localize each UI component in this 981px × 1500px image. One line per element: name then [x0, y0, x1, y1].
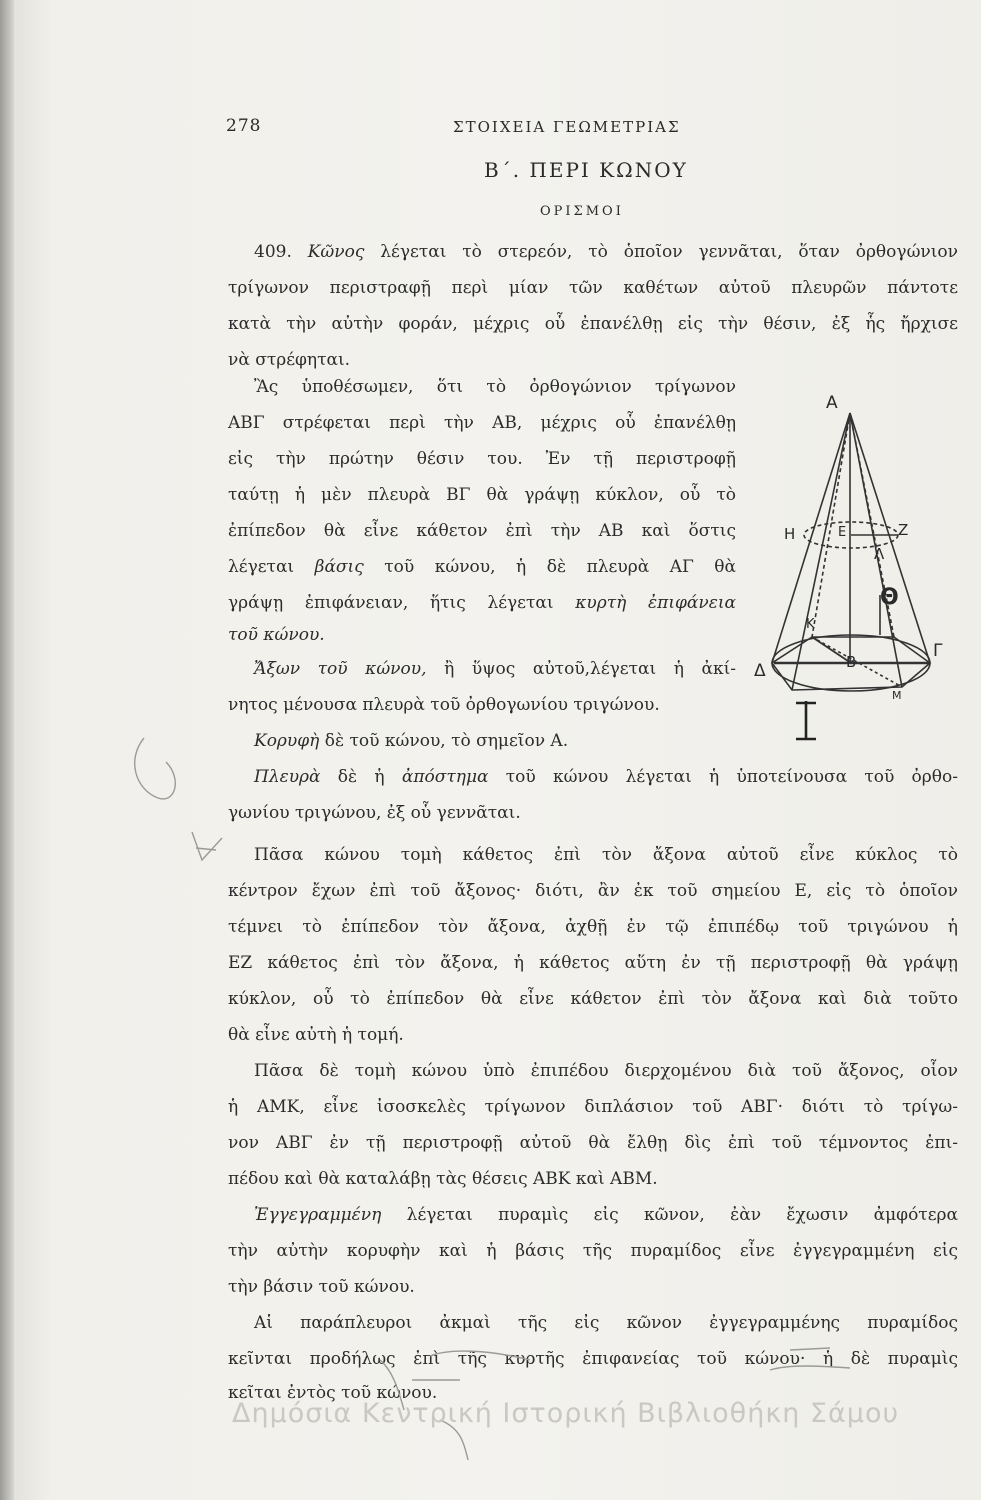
edges-line-2: κεῖνται προδήλως ἐπὶ τῆς κυρτῆς ἐπιφανείας τοῦ κώνου· ἡ δὲ πυραμὶς	[228, 1349, 958, 1369]
definition-409-line-2: τρίγωνον περιστραφῇ περὶ μίαν τῶν καθέτων αὐτοῦ πλευρῶν πάντοτε	[228, 278, 958, 298]
page-number: 278	[226, 116, 262, 136]
perp-section-line-3: τέμνει τὸ ἐπίπεδον τὸν ἄξονα, ἀχθῇ ἐν τῷ ἐπιπέδῳ τοῦ τριγώνου ἡ	[228, 917, 958, 937]
rotation-line-7-pre: γράψῃ ἐπιφάνειαν, ἥτις λέγεται	[228, 593, 554, 613]
rotation-line-6-pre: λέγεται	[228, 557, 295, 577]
term-cone: Κῶνος	[307, 242, 365, 262]
rotation-line-4: ταύτῃ ἡ μὲν πλευρὰ ΒΓ θὰ γράψῃ κύκλον, οὗ τὸ	[228, 485, 736, 505]
label-K: Κ	[806, 617, 815, 632]
slant-line-1-rest: τοῦ κώνου λέγεται ἡ ὑποτείνουσα τοῦ ὀρθο-	[505, 767, 959, 787]
vertex-line	[228, 728, 736, 754]
label-B: Β	[846, 653, 857, 671]
rotation-line-2: ΑΒΓ στρέφεται περὶ τὴν ΑΒ, μέχρις οὗ ἐπανέλθῃ	[228, 413, 736, 433]
label-Theta: Θ	[880, 585, 899, 610]
slant-mid: δὲ ἡ	[337, 767, 385, 787]
label-Gamma: Γ	[933, 641, 943, 661]
rotation-line-1: Ἂς ὑποθέσωμεν, ὅτι τὸ ὀρθογώνιον τρίγωνον	[254, 377, 736, 397]
axis-line-1-rest: ἢ ὕψος αὐτοῦ,λέγεται ἡ ἀκί-	[444, 659, 737, 679]
inscribed-line-3: τὴν βάσιν τοῦ κώνου.	[228, 1277, 415, 1297]
inscribed-line-1-rest: λέγεται πυραμὶς εἰς κῶνον, ἐὰν ἔχωσιν ἀμφότερα	[406, 1205, 958, 1225]
inscribed-line-1	[228, 1202, 958, 1228]
book-binding-shadow	[0, 0, 14, 1500]
axis-line-2: νητος μένουσα πλευρὰ τοῦ ὀρθογωνίου τριγώνου.	[228, 695, 660, 715]
cone-figure	[752, 385, 962, 755]
iota-mark	[796, 701, 816, 739]
definition-409-line-1	[228, 239, 958, 265]
term-inscribed: Ἐγγεγραμμένη	[254, 1205, 382, 1225]
term-of-cone: τοῦ κώνου.	[228, 625, 325, 645]
perp-section-line-6: θὰ εἶνε αὐτὴ ἡ τομή.	[228, 1025, 404, 1045]
definition-text: λέγεται τὸ στερεόν, τὸ ὁποῖον γεννᾶται, ὅταν ὀρθογώνιον	[380, 242, 958, 262]
perp-section-line-2: κέντρον ἔχων ἐπὶ τοῦ ἄξονος· διότι, ἂν ἐκ τοῦ σημείου Ε, εἰς τὸ ὁποῖον	[228, 881, 958, 901]
axial-section-line-4: πέδου καὶ θὰ καταλάβῃ τὰς θέσεις ΑΒΚ καὶ ΑΒΜ.	[228, 1169, 658, 1189]
vertex-rest: δὲ τοῦ κώνου, τὸ σημεῖον Α.	[324, 731, 569, 751]
term-side: Πλευρὰ	[254, 767, 321, 787]
label-E: Ε	[838, 525, 847, 540]
chapter-title: Β΄. ΠΕΡΙ ΚΩΝΟΥ	[484, 158, 688, 182]
label-A: Α	[826, 393, 838, 413]
term-vertex: Κορυφὴ	[254, 731, 320, 751]
axis-line-1	[228, 656, 736, 682]
cone-diagram	[752, 385, 962, 755]
label-Z: Ζ	[898, 521, 909, 539]
library-watermark: Δημόσια Κεντρική Ιστορική Βιβλιοθήκη Σάμου	[232, 1398, 900, 1429]
perp-section-line-1: Πᾶσα κώνου τομὴ κάθετος ἐπὶ τὸν ἄξονα αὐτοῦ εἶνε κύκλος τὸ	[254, 845, 958, 865]
definition-number: 409.	[254, 242, 292, 262]
axial-section-line-2: ἡ ΑΜΚ, εἶνε ἰσοσκελὲς τρίγωνον διπλάσιον τοῦ ΑΒΓ· διότι τὸ τρίγω-	[228, 1097, 958, 1117]
section-title: ΟΡΙΣΜΟΙ	[540, 204, 624, 219]
term-axis: Ἄξων τοῦ κώνου,	[254, 659, 427, 679]
rotation-line-8	[228, 622, 736, 648]
slant-line-2: γωνίου τριγώνου, ἐξ οὗ γεννᾶται.	[228, 803, 521, 823]
edges-line-3: κεῖται ἐντὸς τοῦ κώνου.	[228, 1383, 438, 1403]
running-head: ΣΤΟΙΧΕΙΑ ΓΕΩΜΕΤΡΙΑΣ	[453, 118, 681, 136]
rotation-line-7	[228, 590, 736, 616]
perp-section-line-5: κύκλον, οὗ τὸ ἐπίπεδον θὰ εἶνε κάθετον ἐπὶ τὸν ἄξονα καὶ διὰ τοῦτο	[228, 989, 958, 1009]
label-H: Η	[784, 525, 796, 543]
term-apothem: ἀπόστημα	[401, 767, 489, 787]
label-Lambda: Λ	[874, 545, 885, 563]
definition-409-line-3: κατὰ τὴν αὐτὴν φοράν, μέχρις οὗ ἐπανέλθῃ εἰς τὴν θέσιν, ἐξ ἧς ἤρχισε	[228, 314, 958, 334]
rotation-line-6-post: τοῦ κώνου, ἡ δὲ πλευρὰ ΑΓ θὰ	[384, 557, 736, 577]
pyramid-edge-1	[792, 413, 850, 690]
definition-409-line-4: νὰ στρέφηται.	[228, 350, 351, 370]
axial-section-line-3: νον ΑΒΓ ἐν τῇ περιστροφῇ αὐτοῦ θὰ ἔλθῃ δὶς ἐπὶ τοῦ τέμνοντος ἐπι-	[228, 1133, 958, 1153]
inscribed-line-2: τὴν αὐτὴν κορυφὴν καὶ ἡ βάσις τῆς πυραμίδος εἶνε ἐγγεγραμμένη εἰς	[228, 1241, 958, 1261]
rotation-line-3: εἰς τὴν πρώτην θέσιν του. Ἐν τῇ περιστροφῇ	[228, 449, 736, 469]
rotation-line-6	[228, 554, 736, 580]
edges-line-1: Αἱ παράπλευροι ἀκμαὶ τῆς εἰς κῶνον ἐγγεγραμμένης πυραμίδος	[254, 1313, 958, 1333]
label-Delta: Δ	[754, 661, 766, 681]
axial-section-line-1: Πᾶσα δὲ τομὴ κώνου ὑπὸ ἐπιπέδου διερχομένου διὰ τοῦ ἄξονος, οἷον	[254, 1061, 958, 1081]
term-base: βάσις	[314, 557, 364, 577]
slant-line-1	[228, 764, 958, 790]
rotation-line-5: ἐπίπεδον θὰ εἶνε κάθετον ἐπὶ τὴν ΑΒ καὶ ὅστις	[228, 521, 736, 541]
label-M: Μ	[892, 689, 902, 702]
perp-section-line-4: ΕΖ κάθετος ἐπὶ τὸν ἄξονα, ἡ κάθετος αὕτη ἐν τῇ περιστροφῇ θὰ γράψῃ	[228, 953, 958, 973]
page-header	[0, 116, 981, 146]
term-convex-surface: κυρτὴ ἐπιφάνεια	[575, 593, 736, 613]
